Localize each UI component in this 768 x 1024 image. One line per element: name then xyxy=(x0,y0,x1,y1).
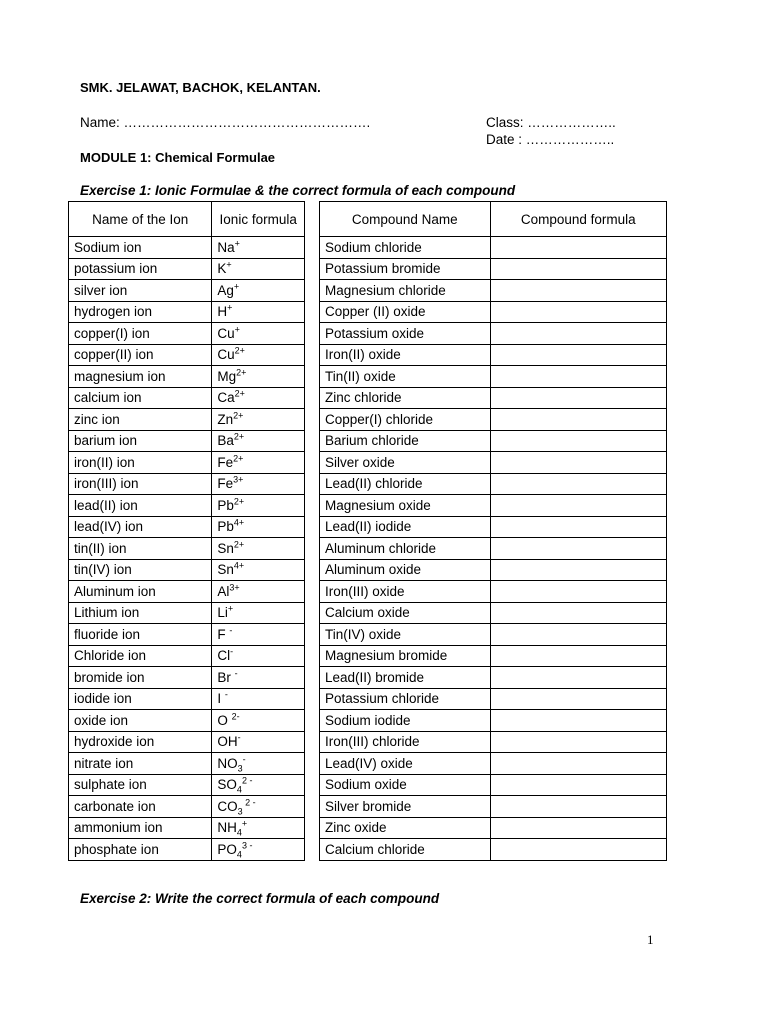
formula-charge: + xyxy=(234,238,240,249)
ion-name-cell: Chloride ion xyxy=(69,645,212,667)
formula-base: Mg xyxy=(217,368,237,384)
formula-base: Pb xyxy=(217,519,234,535)
formula-base: Cu xyxy=(217,325,235,341)
compound-row xyxy=(320,559,667,581)
ionic-formula-header: Ionic formula xyxy=(212,202,305,237)
ionic-formula-cell xyxy=(212,237,305,259)
ion-row xyxy=(69,817,305,839)
compound-row xyxy=(320,258,667,280)
compound-formula-answer-cell[interactable] xyxy=(490,602,666,624)
compound-name-cell: Sodium chloride xyxy=(320,237,491,259)
formula-charge: 3 - xyxy=(241,840,253,851)
formula-subscript: 4 xyxy=(236,827,242,838)
compound-formula-answer-cell[interactable] xyxy=(490,538,666,560)
compound-row xyxy=(320,430,667,452)
formula-charge: + xyxy=(233,281,240,292)
formula-charge: 3+ xyxy=(229,582,240,593)
ion-row xyxy=(69,839,305,861)
compound-row xyxy=(320,710,667,732)
school-name: SMK. JELAWAT, BACHOK, KELANTAN. xyxy=(80,80,321,95)
ion-name-cell: oxide ion xyxy=(69,710,212,732)
ion-row xyxy=(69,258,305,280)
ionic-formula-cell xyxy=(212,301,305,323)
module-title: MODULE 1: Chemical Formulae xyxy=(80,150,276,165)
formula-base: Ca xyxy=(217,390,235,406)
compound-formula-answer-cell[interactable] xyxy=(490,624,666,646)
compound-row xyxy=(320,602,667,624)
formula-base: Ba xyxy=(217,433,234,449)
compound-formula-answer-cell[interactable] xyxy=(490,258,666,280)
ion-name-cell: sulphate ion xyxy=(69,774,212,796)
formula-base: Sn xyxy=(217,540,234,556)
ion-name-cell: zinc ion xyxy=(69,409,212,431)
compound-name-cell: Silver oxide xyxy=(320,452,491,474)
compound-name-cell: Tin(IV) oxide xyxy=(320,624,491,646)
ionic-formula-cell xyxy=(212,688,305,710)
ion-row xyxy=(69,645,305,667)
compound-name-cell: Silver bromide xyxy=(320,796,491,818)
compound-name-cell: Iron(II) oxide xyxy=(320,344,491,366)
compound-formula-answer-cell[interactable] xyxy=(490,409,666,431)
formula-charge: - xyxy=(242,754,246,765)
ionic-formula-cell xyxy=(212,409,305,431)
class-field[interactable]: Class: ……………….. xyxy=(486,115,616,130)
ion-row xyxy=(69,516,305,538)
compound-formula-answer-cell[interactable] xyxy=(490,452,666,474)
formula-base: K xyxy=(217,261,227,277)
ion-row xyxy=(69,710,305,732)
ionic-formula-cell xyxy=(212,473,305,495)
compound-row xyxy=(320,495,667,517)
compound-name-cell: Aluminum oxide xyxy=(320,559,491,581)
compound-row xyxy=(320,452,667,474)
formula-base: I xyxy=(217,691,225,707)
formula-charge: 2+ xyxy=(233,496,245,507)
compound-row xyxy=(320,344,667,366)
ion-name-cell: lead(IV) ion xyxy=(69,516,212,538)
ion-name-cell: Aluminum ion xyxy=(69,581,212,603)
ion-name-cell: fluoride ion xyxy=(69,624,212,646)
compound-name-cell: Magnesium bromide xyxy=(320,645,491,667)
ion-row xyxy=(69,538,305,560)
compound-formula-answer-cell[interactable] xyxy=(490,237,666,259)
ion-row xyxy=(69,624,305,646)
page-number: 1 xyxy=(647,932,654,947)
ionic-formula-cell xyxy=(212,645,305,667)
date-field[interactable]: Date : ……………….. xyxy=(486,132,615,147)
ion-name-cell: magnesium ion xyxy=(69,366,212,388)
formula-subscript: 3 xyxy=(237,763,243,774)
compound-name-cell: Sodium iodide xyxy=(320,710,491,732)
compound-name-cell: Potassium bromide xyxy=(320,258,491,280)
ion-name-cell: hydroxide ion xyxy=(69,731,212,753)
compound-formula-answer-cell[interactable] xyxy=(490,473,666,495)
formula-base: Al xyxy=(217,583,230,599)
compound-formula-answer-cell[interactable] xyxy=(490,839,666,861)
ionic-formula-cell xyxy=(212,495,305,517)
compound-name-cell: Calcium oxide xyxy=(320,602,491,624)
ionic-formula-cell xyxy=(212,430,305,452)
ion-row xyxy=(69,753,305,775)
compound-name-cell: Potassium chloride xyxy=(320,688,491,710)
compound-name-cell: Iron(III) chloride xyxy=(320,731,491,753)
formula-charge: 2+ xyxy=(236,367,247,378)
formula-base: OH xyxy=(217,734,238,750)
formula-charge: + xyxy=(226,259,232,270)
compound-row xyxy=(320,774,667,796)
formula-base: Zn xyxy=(217,411,234,427)
compound-formula-answer-cell[interactable] xyxy=(490,280,666,302)
ion-table xyxy=(68,201,305,861)
ion-name-cell: silver ion xyxy=(69,280,212,302)
formula-base: Cu xyxy=(217,347,235,363)
ion-row xyxy=(69,387,305,409)
ion-name-cell: copper(II) ion xyxy=(69,344,212,366)
formula-charge: 2+ xyxy=(234,345,245,356)
compound-name-cell: Potassium oxide xyxy=(320,323,491,345)
ion-row xyxy=(69,495,305,517)
compound-row xyxy=(320,280,667,302)
ion-row xyxy=(69,366,305,388)
ion-name-cell: iodide ion xyxy=(69,688,212,710)
compound-row xyxy=(320,753,667,775)
ion-row xyxy=(69,559,305,581)
formula-base: SO xyxy=(217,777,237,793)
formula-subscript: 4 xyxy=(236,784,242,795)
ion-name-cell: copper(I) ion xyxy=(69,323,212,345)
ionic-formula-cell xyxy=(212,387,305,409)
compound-name-cell: Sodium oxide xyxy=(320,774,491,796)
compound-formula-answer-cell[interactable] xyxy=(490,430,666,452)
compound-formula-answer-cell[interactable] xyxy=(490,387,666,409)
compound-row xyxy=(320,387,667,409)
ion-row xyxy=(69,301,305,323)
formula-charge: + xyxy=(227,302,233,313)
formula-base: Li xyxy=(217,605,228,621)
ionic-formula-cell xyxy=(212,344,305,366)
compound-formula-answer-cell[interactable] xyxy=(490,495,666,517)
compound-name-cell: Copper(I) chloride xyxy=(320,409,491,431)
compound-row xyxy=(320,473,667,495)
ion-row xyxy=(69,473,305,495)
ion-row xyxy=(69,688,305,710)
formula-charge: 2- xyxy=(231,711,240,722)
formula-base: Br xyxy=(217,669,235,685)
formula-base: PO xyxy=(217,841,237,857)
ionic-formula-cell xyxy=(212,258,305,280)
compound-formula-answer-cell[interactable] xyxy=(490,323,666,345)
ionic-formula-cell xyxy=(212,839,305,861)
compound-row xyxy=(320,645,667,667)
compound-row xyxy=(320,323,667,345)
ionic-formula-cell xyxy=(212,366,305,388)
formula-charge: 4+ xyxy=(233,517,245,528)
compound-formula-answer-cell[interactable] xyxy=(490,710,666,732)
compound-row xyxy=(320,409,667,431)
formula-charge: 2 - xyxy=(241,775,253,786)
ion-name-cell: phosphate ion xyxy=(69,839,212,861)
ion-row xyxy=(69,323,305,345)
ionic-formula-cell xyxy=(212,667,305,689)
compound-name-cell: Magnesium oxide xyxy=(320,495,491,517)
ionic-formula-cell xyxy=(212,753,305,775)
formula-base: Fe xyxy=(217,476,234,492)
compound-row xyxy=(320,796,667,818)
ion-row xyxy=(69,430,305,452)
formula-base: NH xyxy=(217,820,237,836)
compound-formula-answer-cell[interactable] xyxy=(490,581,666,603)
compound-formula-answer-cell[interactable] xyxy=(490,774,666,796)
compound-row xyxy=(320,538,667,560)
formula-base: H xyxy=(217,304,228,320)
formula-charge: - xyxy=(229,625,233,636)
ion-row xyxy=(69,774,305,796)
compound-name-header: Compound Name xyxy=(320,202,491,237)
ion-row xyxy=(69,280,305,302)
ionic-formula-cell xyxy=(212,559,305,581)
compound-name-cell: Lead(II) iodide xyxy=(320,516,491,538)
ion-row xyxy=(69,409,305,431)
compound-formula-answer-cell[interactable] xyxy=(490,667,666,689)
ion-row xyxy=(69,667,305,689)
ion-row xyxy=(69,581,305,603)
ion-name-cell: hydrogen ion xyxy=(69,301,212,323)
ionic-formula-cell xyxy=(212,323,305,345)
formula-base: O xyxy=(217,712,232,728)
formula-charge: - xyxy=(230,646,234,657)
ion-row xyxy=(69,237,305,259)
ionic-formula-cell xyxy=(212,452,305,474)
formula-subscript: 4 xyxy=(236,849,242,860)
exercise-1-title: Exercise 1: Ionic Formulae & the correct formula of each compound xyxy=(80,183,516,198)
formula-charge: - xyxy=(224,689,228,700)
ion-name-cell: Lithium ion xyxy=(69,602,212,624)
ion-name-cell: ammonium ion xyxy=(69,817,212,839)
ionic-formula-cell xyxy=(212,280,305,302)
formula-charge: 2+ xyxy=(233,410,244,421)
compound-row xyxy=(320,581,667,603)
formula-charge: 2+ xyxy=(233,453,244,464)
formula-base: F xyxy=(217,626,230,642)
ion-name-cell: iron(II) ion xyxy=(69,452,212,474)
compound-name-cell: Iron(III) oxide xyxy=(320,581,491,603)
compound-name-cell: Magnesium chloride xyxy=(320,280,491,302)
compound-row xyxy=(320,301,667,323)
ionic-formula-cell xyxy=(212,774,305,796)
ion-name-cell: lead(II) ion xyxy=(69,495,212,517)
student-name-field[interactable]: Name: ………………………………………………. xyxy=(80,115,371,130)
ion-name-cell: carbonate ion xyxy=(69,796,212,818)
formula-charge: 2+ xyxy=(233,539,245,550)
formula-charge: 3+ xyxy=(233,474,244,485)
compound-name-cell: Zinc oxide xyxy=(320,817,491,839)
formula-charge: - xyxy=(234,668,238,679)
formula-base: Ag xyxy=(217,282,234,298)
ion-name-cell: barium ion xyxy=(69,430,212,452)
ion-name-cell: potassium ion xyxy=(69,258,212,280)
ionic-formula-cell xyxy=(212,602,305,624)
formula-base: CO xyxy=(217,798,238,814)
formula-base: Pb xyxy=(217,497,234,513)
compound-formula-header: Compound formula xyxy=(490,202,666,237)
compound-name-cell: Lead(II) bromide xyxy=(320,667,491,689)
ion-name-cell: tin(IV) ion xyxy=(69,559,212,581)
compound-table xyxy=(319,201,667,861)
compound-formula-answer-cell[interactable] xyxy=(490,301,666,323)
compound-formula-answer-cell[interactable] xyxy=(490,366,666,388)
ion-name-cell: Sodium ion xyxy=(69,237,212,259)
formula-subscript: 3 xyxy=(237,806,243,817)
compound-formula-answer-cell[interactable] xyxy=(490,645,666,667)
ion-name-cell: tin(II) ion xyxy=(69,538,212,560)
compound-name-cell: Zinc chloride xyxy=(320,387,491,409)
formula-charge: + xyxy=(234,324,240,335)
compound-row xyxy=(320,688,667,710)
compound-formula-answer-cell[interactable] xyxy=(490,516,666,538)
compound-name-cell: Calcium chloride xyxy=(320,839,491,861)
ion-name-header: Name of the Ion xyxy=(69,202,212,237)
compound-name-cell: Tin(II) oxide xyxy=(320,366,491,388)
compound-formula-answer-cell[interactable] xyxy=(490,817,666,839)
ion-row xyxy=(69,344,305,366)
compound-row xyxy=(320,366,667,388)
formula-charge: 2+ xyxy=(233,431,245,442)
ionic-formula-cell xyxy=(212,624,305,646)
ion-row xyxy=(69,452,305,474)
ionic-formula-cell xyxy=(212,710,305,732)
compound-name-cell: Aluminum chloride xyxy=(320,538,491,560)
ionic-formula-cell xyxy=(212,817,305,839)
compound-row xyxy=(320,817,667,839)
ionic-formula-cell xyxy=(212,516,305,538)
formula-charge: 2 - xyxy=(242,797,256,808)
compound-row xyxy=(320,731,667,753)
compound-name-cell: Barium chloride xyxy=(320,430,491,452)
ion-row xyxy=(69,796,305,818)
compound-row xyxy=(320,237,667,259)
ionic-formula-cell xyxy=(212,581,305,603)
formula-base: Cl xyxy=(217,648,231,664)
formula-charge: 4+ xyxy=(233,560,245,571)
compound-formula-answer-cell[interactable] xyxy=(490,559,666,581)
exercise-2-title: Exercise 2: Write the correct formula of each compound xyxy=(80,891,440,906)
compound-row xyxy=(320,667,667,689)
formula-charge: 2+ xyxy=(234,388,245,399)
formula-base: NO xyxy=(217,755,238,771)
compound-name-cell: Copper (II) oxide xyxy=(320,301,491,323)
ion-name-cell: calcium ion xyxy=(69,387,212,409)
compound-formula-answer-cell[interactable] xyxy=(490,731,666,753)
ion-name-cell: iron(III) ion xyxy=(69,473,212,495)
ion-row xyxy=(69,602,305,624)
compound-formula-answer-cell[interactable] xyxy=(490,688,666,710)
ion-row xyxy=(69,731,305,753)
formula-base: Fe xyxy=(217,454,234,470)
formula-charge: - xyxy=(237,732,241,743)
ionic-formula-cell xyxy=(212,731,305,753)
compound-row xyxy=(320,516,667,538)
formula-base: Na xyxy=(217,239,235,255)
ionic-formula-cell xyxy=(212,538,305,560)
ion-name-cell: nitrate ion xyxy=(69,753,212,775)
compound-formula-answer-cell[interactable] xyxy=(490,344,666,366)
compound-formula-answer-cell[interactable] xyxy=(490,796,666,818)
ion-name-cell: bromide ion xyxy=(69,667,212,689)
formula-base: Sn xyxy=(217,562,234,578)
compound-row xyxy=(320,624,667,646)
compound-row xyxy=(320,839,667,861)
compound-formula-answer-cell[interactable] xyxy=(490,753,666,775)
formula-charge: + xyxy=(227,603,234,614)
ionic-formula-cell xyxy=(212,796,305,818)
compound-name-cell: Lead(II) chloride xyxy=(320,473,491,495)
compound-name-cell: Lead(IV) oxide xyxy=(320,753,491,775)
formula-charge: + xyxy=(241,818,248,829)
